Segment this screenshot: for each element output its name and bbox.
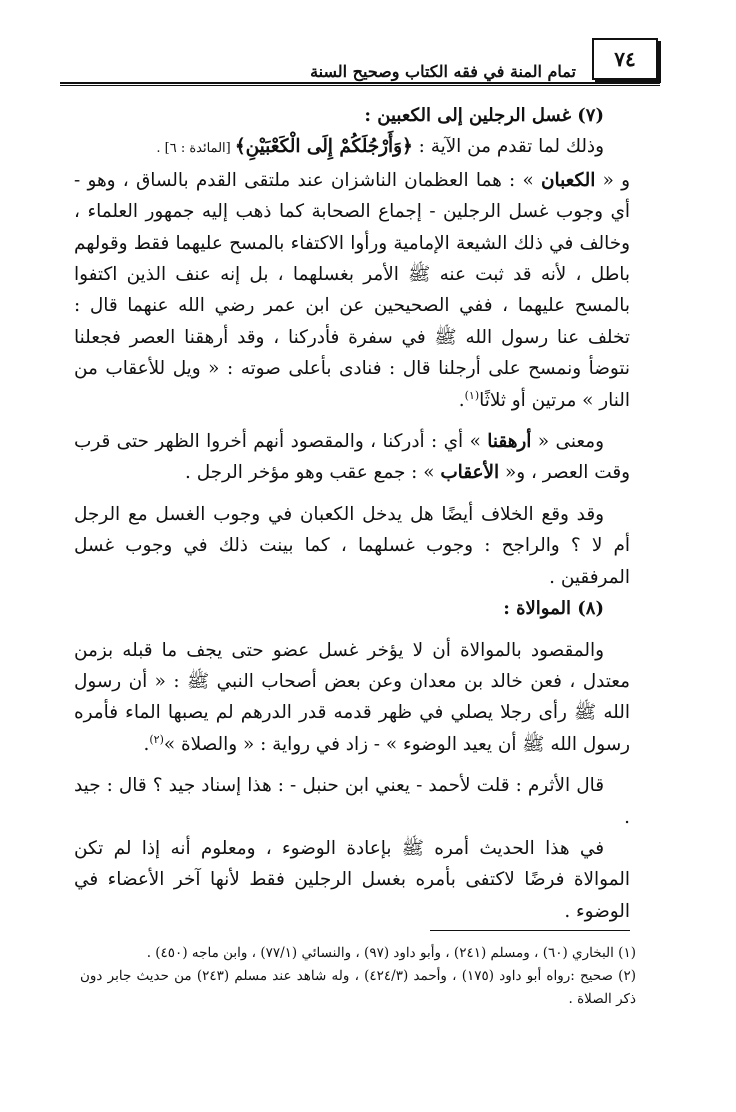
header-rule xyxy=(60,82,660,86)
footnote-ref-1[interactable]: (١) xyxy=(464,388,480,402)
paragraph-conclusion: في هذا الحديث أمره ﷺ بإعادة الوضوء ، ومعلوم أنه إذا لم تكن الموالاة فرضًا لاكتفى بأمره بغسل الرجلين فقط لأنها آخر الأعضاء في الوضوء . xyxy=(74,837,630,922)
term-arhaqna: أرهقنا xyxy=(487,431,532,453)
page-number: ٧٤ xyxy=(592,38,658,80)
footnote-1: (١) البخاري (٦٠) ، ومسلم (٢٤١) ، وأبو داود (٩٧) ، والنسائي (٧٧/١) ، وابن ماجه (٤٥٠) . xyxy=(146,945,636,961)
footnote-divider xyxy=(430,930,630,931)
paragraph-muwalat xyxy=(74,635,630,761)
text: وذلك لما تقدم من الآية : xyxy=(412,136,604,158)
paragraph-athram: قال الأثرم : قلت لأحمد - يعني ابن حنبل - : هذا إسناد جيد ؟ قال : جيد . xyxy=(74,775,630,828)
term-kaban: الكعبان xyxy=(540,169,596,191)
paragraph-meaning xyxy=(74,426,630,489)
section-heading-7: (٧) غسل الرجلين إلى الكعبين : xyxy=(364,105,604,126)
text: ومعنى « xyxy=(531,431,604,453)
footnote-2: (٢) صحيح :رواه أبو داود (١٧٥) ، وأحمد (٤٢٤/٣) ، وله شاهد عند مسلم (٢٤٣) من حديث جابر دون ذكر الصلاة . xyxy=(80,968,636,1007)
paragraph-khilaf: وقد وقع الخلاف أيضًا هل يدخل الكعبان في وجوب الغسل مع الرجل أم لا ؟ والراجح : وجوب غسلهما ، كما بينت ذلك في وجوب غسل المرفقين . xyxy=(74,503,630,588)
footnote-ref-2[interactable]: (٢) xyxy=(149,732,164,746)
text: . xyxy=(143,733,150,755)
paragraph-verse xyxy=(74,131,630,164)
text: » أي : أدركنا ، والمقصود أنهم أخروا الظهر حتى قرب وقت العصر ، و« xyxy=(74,431,630,484)
text: والمقصود بالموالاة أن لا يؤخر غسل عضو حتى يجف ما قبله بزمن معتدل ، فعن خالد بن معدان وعن بعض أصحاب النبي ﷺ : « أن رسول الله ﷺ رأى رجلا يصلي في ظهر قدمه قدر الدرهم لم يصبها الماء فأمره رسول الله ﷺ أن يعيد الوضوء » - زاد في رواية : « والصلاة » xyxy=(74,639,630,755)
footnotes xyxy=(80,942,636,1011)
text: . xyxy=(458,389,465,411)
verse-citation: [المائدة : ٦] . xyxy=(156,141,235,157)
section-heading-8: (٨) الموالاة : xyxy=(503,598,604,620)
paragraph-kaban xyxy=(74,165,630,416)
body-text xyxy=(74,100,630,927)
text: » : جمع عقب وهو مؤخر الرجل . xyxy=(185,462,441,484)
text: و « xyxy=(595,169,630,191)
page-header xyxy=(60,38,670,84)
running-title: تمام المنة في فقه الكتاب وصحيح السنة xyxy=(310,62,576,81)
term-aqab: الأعقاب xyxy=(440,462,500,484)
quran-verse: ﴿وَأَرْجُلَكُمْ إِلَى الْكَعْبَيْنِ﴾ xyxy=(234,136,413,158)
text: » : هما العظمان الناشزان عند ملتقى القدم بالساق ، وهو - أي وجوب غسل الرجلين - إجماع الصحابة كما ذهب إليه جمهور العلماء ، وخالف في ذلك الشيعة الإمامية ورأوا الاكتفاء بالمسح عليهما فقط وقولهم باطل ، لأنه قد ثبت عنه ﷺ الأمر بغسلهما ، بل إنه عنف الذين اكتفوا بالمسح عليهما ، ففي الصحيحين عن ابن عمر رضي الله عنهما قال : تخلف عنا رسول الله ﷺ في سفرة فأدركنا ، وقد أرهقنا العصر فجعلنا نتوضأ ونمسح على أرجلنا قال : فنادى بأعلى صوته : « ويل للأعقاب من النار » مرتين أو ثلاثًا xyxy=(74,169,630,411)
